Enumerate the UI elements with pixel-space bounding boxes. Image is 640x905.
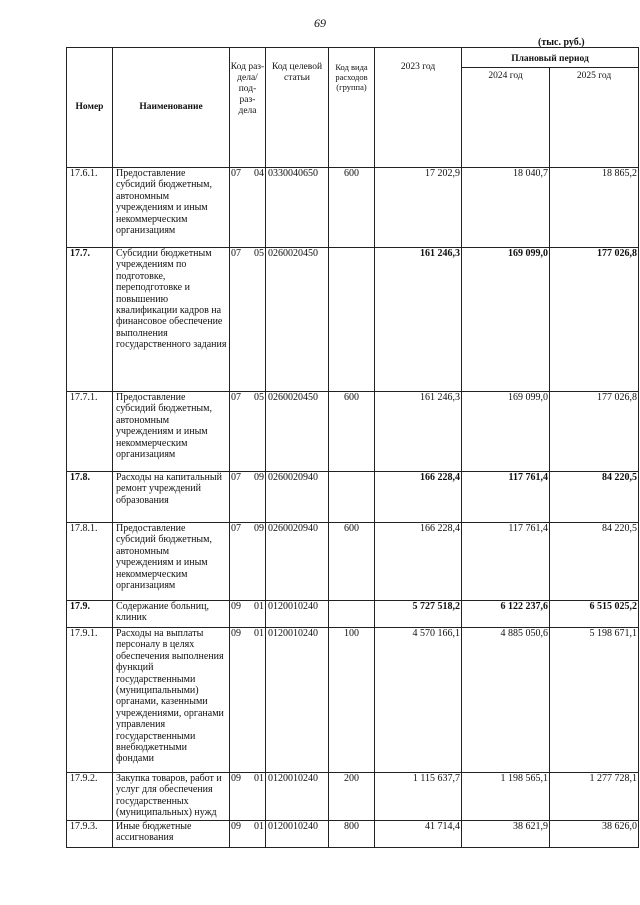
razdel-code: 09 — [231, 601, 241, 612]
row-value-2025: 84 220,5 — [550, 472, 639, 523]
razdel-code: 09 — [231, 821, 241, 832]
podrazdel-code: 01 — [254, 821, 264, 832]
row-section-code — [230, 392, 266, 472]
row-expense-type — [329, 601, 375, 628]
row-value-2025: 6 515 025,2 — [550, 601, 639, 628]
row-value-2024: 169 099,0 — [462, 392, 550, 472]
row-expense-type: 200 — [329, 773, 375, 821]
row-expense-type: 100 — [329, 628, 375, 773]
razdel-code: 07 — [231, 523, 241, 534]
col-2023-header: 2023 год — [375, 48, 462, 168]
row-expense-type: 600 — [329, 168, 375, 248]
row-value-2023: 161 246,3 — [375, 392, 462, 472]
podrazdel-code: 01 — [254, 601, 264, 612]
razdel-code: 07 — [231, 392, 241, 403]
row-value-2023: 17 202,9 — [375, 168, 462, 248]
col-section-code-header: Код раз- дела/ под- раз- дела — [230, 48, 266, 168]
row-value-2024: 1 198 565,1 — [462, 773, 550, 821]
col-name-header: Наименование — [113, 48, 230, 168]
row-number: 17.8. — [67, 472, 113, 523]
row-section-code — [230, 472, 266, 523]
row-value-2025: 38 626,0 — [550, 821, 639, 848]
row-expense-type — [329, 472, 375, 523]
row-name: Закупка товаров, работ и услуг для обеспечения государственных (муниципальных) нужд — [113, 773, 230, 821]
table-row — [67, 628, 639, 773]
row-name: Предоставление субсидий бюджетным, автономным учреждениям и иным некоммерческим организациям — [113, 168, 230, 248]
row-value-2023: 1 115 637,7 — [375, 773, 462, 821]
row-number: 17.8.1. — [67, 523, 113, 601]
podrazdel-code: 05 — [254, 248, 264, 259]
row-value-2024: 38 621,9 — [462, 821, 550, 848]
row-number: 17.9. — [67, 601, 113, 628]
row-name: Расходы на капитальный ремонт учреждений образования — [113, 472, 230, 523]
col-2024-header: 2024 год — [462, 68, 550, 168]
row-value-2023: 4 570 166,1 — [375, 628, 462, 773]
row-section-code — [230, 168, 266, 248]
row-name: Содержание больниц, клиник — [113, 601, 230, 628]
razdel-code: 07 — [231, 168, 241, 179]
row-section-code — [230, 821, 266, 848]
plan-period-header: Плановый период — [462, 48, 639, 68]
razdel-code: 09 — [231, 628, 241, 639]
row-name: Иные бюджетные ассигнования — [113, 821, 230, 848]
podrazdel-code: 01 — [254, 773, 264, 784]
row-target-code: 0330040650 — [266, 168, 329, 248]
row-value-2025: 177 026,8 — [550, 392, 639, 472]
row-value-2023: 161 246,3 — [375, 248, 462, 392]
podrazdel-code: 09 — [254, 523, 264, 534]
row-value-2024: 117 761,4 — [462, 523, 550, 601]
row-name: Субсидии бюджетным учреждениям по подготовке, переподготовке и повышению квалификации кадров на финансовое обеспечение выполнения государственного задания — [113, 248, 230, 392]
table-row — [67, 472, 639, 523]
razdel-code: 09 — [231, 773, 241, 784]
row-expense-type: 800 — [329, 821, 375, 848]
row-name: Предоставление субсидий бюджетным, автономным учреждениям и иным некоммерческим организациям — [113, 523, 230, 601]
table-row — [67, 523, 639, 601]
row-value-2024: 117 761,4 — [462, 472, 550, 523]
col-number-header: Номер — [67, 48, 113, 168]
row-target-code: 0260020450 — [266, 248, 329, 392]
table-row — [67, 248, 639, 392]
razdel-code: 07 — [231, 472, 241, 483]
row-number: 17.7. — [67, 248, 113, 392]
podrazdel-code: 01 — [254, 628, 264, 639]
row-expense-type — [329, 248, 375, 392]
table-body — [67, 168, 639, 848]
row-value-2024: 4 885 050,6 — [462, 628, 550, 773]
table-row — [67, 821, 639, 848]
podrazdel-code: 09 — [254, 472, 264, 483]
row-value-2023: 5 727 518,2 — [375, 601, 462, 628]
budget-table — [66, 47, 639, 848]
row-section-code — [230, 601, 266, 628]
row-target-code: 0260020940 — [266, 523, 329, 601]
row-section-code — [230, 248, 266, 392]
row-target-code: 0120010240 — [266, 821, 329, 848]
row-number: 17.7.1. — [67, 392, 113, 472]
row-number: 17.6.1. — [67, 168, 113, 248]
row-target-code: 0120010240 — [266, 628, 329, 773]
row-value-2023: 41 714,4 — [375, 821, 462, 848]
row-target-code: 0260020940 — [266, 472, 329, 523]
row-value-2025: 1 277 728,1 — [550, 773, 639, 821]
row-value-2023: 166 228,4 — [375, 472, 462, 523]
row-expense-type: 600 — [329, 392, 375, 472]
col-expense-type-header: Код вида расходов (группа) — [329, 48, 375, 168]
podrazdel-code: 04 — [254, 168, 264, 179]
row-section-code — [230, 523, 266, 601]
row-value-2025: 84 220,5 — [550, 523, 639, 601]
row-section-code — [230, 628, 266, 773]
row-expense-type: 600 — [329, 523, 375, 601]
table-row — [67, 168, 639, 248]
row-target-code: 0260020450 — [266, 392, 329, 472]
row-value-2024: 18 040,7 — [462, 168, 550, 248]
row-number: 17.9.1. — [67, 628, 113, 773]
razdel-code: 07 — [231, 248, 241, 259]
row-target-code: 0120010240 — [266, 601, 329, 628]
row-number: 17.9.3. — [67, 821, 113, 848]
page-number: 69 — [314, 16, 326, 30]
units-label: (тыс. руб.) — [538, 37, 585, 48]
row-target-code: 0120010240 — [266, 773, 329, 821]
row-value-2024: 6 122 237,6 — [462, 601, 550, 628]
row-number: 17.9.2. — [67, 773, 113, 821]
row-value-2025: 5 198 671,1 — [550, 628, 639, 773]
row-value-2025: 18 865,2 — [550, 168, 639, 248]
row-value-2024: 169 099,0 — [462, 248, 550, 392]
table-row — [67, 773, 639, 821]
row-value-2025: 177 026,8 — [550, 248, 639, 392]
table-row — [67, 601, 639, 628]
col-2025-header: 2025 год — [550, 68, 639, 168]
row-name: Расходы на выплаты персоналу в целях обеспечения выполнения функций государственными (муниципальными) органами, казенными учреждениями, органами управления государственными внебюджетными фондами — [113, 628, 230, 773]
table-row — [67, 392, 639, 472]
row-section-code — [230, 773, 266, 821]
podrazdel-code: 05 — [254, 392, 264, 403]
col-target-code-header: Код целевой статьи — [266, 48, 329, 168]
row-name: Предоставление субсидий бюджетным, автономным учреждениям и иным некоммерческим организациям — [113, 392, 230, 472]
row-value-2023: 166 228,4 — [375, 523, 462, 601]
